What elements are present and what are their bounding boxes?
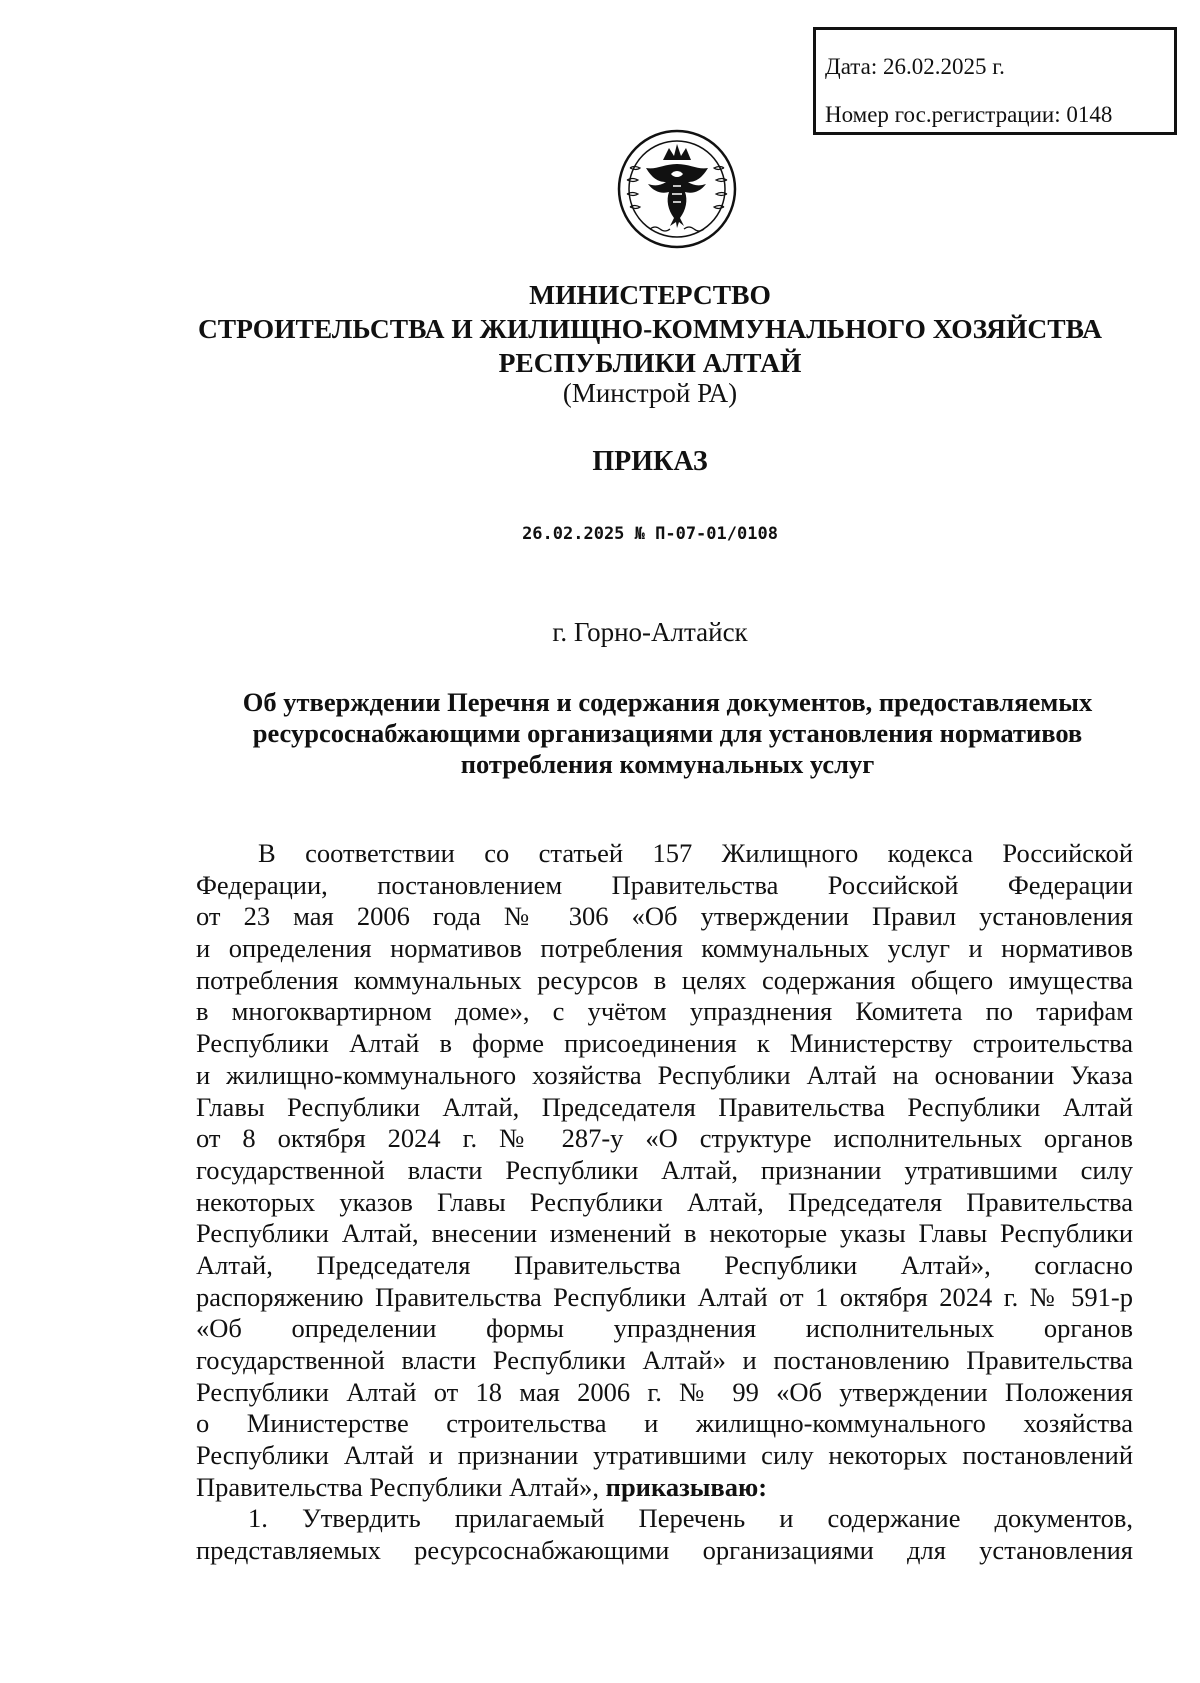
body-line: Республики Алтай в форме присоединения к Министерству строительства: [196, 1028, 1133, 1059]
item-1-line2: представляемых ресурсоснабжающими организациями для установления: [196, 1535, 1133, 1566]
body-line: Алтай, Председателя Правительства Республики Алтай», согласно: [196, 1249, 1133, 1280]
registration-stamp: [813, 27, 1177, 135]
registration-date: Дата: 26.02.2025 г.: [825, 54, 1005, 79]
issue-city: г. Горно-Алтайск: [552, 617, 748, 647]
item-1-line1: 1. Утвердить прилагаемый Перечень и содержание документов,: [248, 1503, 1133, 1534]
body-line: и жилищно-коммунального хозяйства Республики Алтай на основании Указа: [196, 1059, 1133, 1090]
ministry-name: [150, 278, 1150, 380]
body-line: Главы Республики Алтай, Председателя Правительства Республики Алтай: [196, 1091, 1133, 1122]
ministry-name-line3: РЕСПУБЛИКИ АЛТАЙ: [498, 347, 802, 378]
ministry-name-line1: МИНИСТЕРСТВО: [529, 279, 771, 310]
body-line: о Министерстве строительства и жилищно-коммунального хозяйства: [196, 1408, 1133, 1439]
body-line: от 8 октября 2024 г. № 287-у «О структуре исполнительных органов: [196, 1123, 1133, 1154]
order-word: приказываю:: [605, 1471, 768, 1502]
ministry-abbreviation: (Минстрой РА): [562, 378, 738, 408]
body-line: «Об определении формы упразднения исполнительных органов: [196, 1313, 1133, 1344]
body-line: Республики Алтай от 18 мая 2006 г. № 99 «Об утверждении Положения: [196, 1376, 1133, 1407]
body-line: государственной власти Республики Алтай» и постановлению Правительства: [196, 1345, 1133, 1375]
body-line: государственной власти Республики Алтай, признании утратившими силу: [196, 1154, 1133, 1185]
body-line: в многоквартирном доме», с учётом упразднения Комитета по тарифам: [196, 996, 1133, 1027]
body-line: и определения нормативов потребления коммунальных услуг и нормативов: [196, 933, 1133, 964]
subject-line2: ресурсоснабжающими организациями для установления нормативов: [252, 718, 1083, 748]
body-line: потребления коммунальных ресурсов в целях содержания общего имущества: [196, 964, 1133, 995]
body-order-line: [196, 1472, 1133, 1504]
body-line: Республики Алтай, внесении изменений в некоторые указы Главы Республики: [196, 1218, 1133, 1249]
coat-of-arms-altai-icon: [616, 128, 738, 250]
body-line: от 23 мая 2006 года № 306 «Об утверждении Правил установления: [196, 901, 1133, 932]
document-type: ПРИКАЗ: [592, 446, 708, 477]
document-body: [196, 838, 1133, 1567]
body-line: некоторых указов Главы Республики Алтай, Председателя Правительства: [196, 1186, 1133, 1217]
body-line: распоряжению Правительства Республики Алтай от 1 октября 2024 г. № 591-р: [196, 1281, 1133, 1312]
order-line-text: Правительства Республики Алтай»,: [196, 1471, 600, 1502]
body-line: Республики Алтай и признании утратившими силу некоторых постановлений: [196, 1440, 1133, 1471]
ministry-name-line2: СТРОИТЕЛЬСТВА И ЖИЛИЩНО-КОММУНАЛЬНОГО ХОЗЯЙСТВА: [197, 313, 1103, 344]
subject-line1: Об утверждении Перечня и содержания документов, предоставляемых: [242, 687, 1093, 717]
registration-number: Номер гос.регистрации: 0148: [825, 102, 1113, 127]
body-line: Федерации, постановлением Правительства Российской Федерации: [196, 869, 1133, 900]
document-subject: [205, 687, 1130, 780]
document-number: 26.02.2025 № П-07-01/0108: [522, 524, 778, 544]
body-line: В соответствии со статьей 157 Жилищного кодекса Российской: [258, 838, 1133, 868]
subject-line3: потребления коммунальных услуг: [460, 749, 875, 779]
